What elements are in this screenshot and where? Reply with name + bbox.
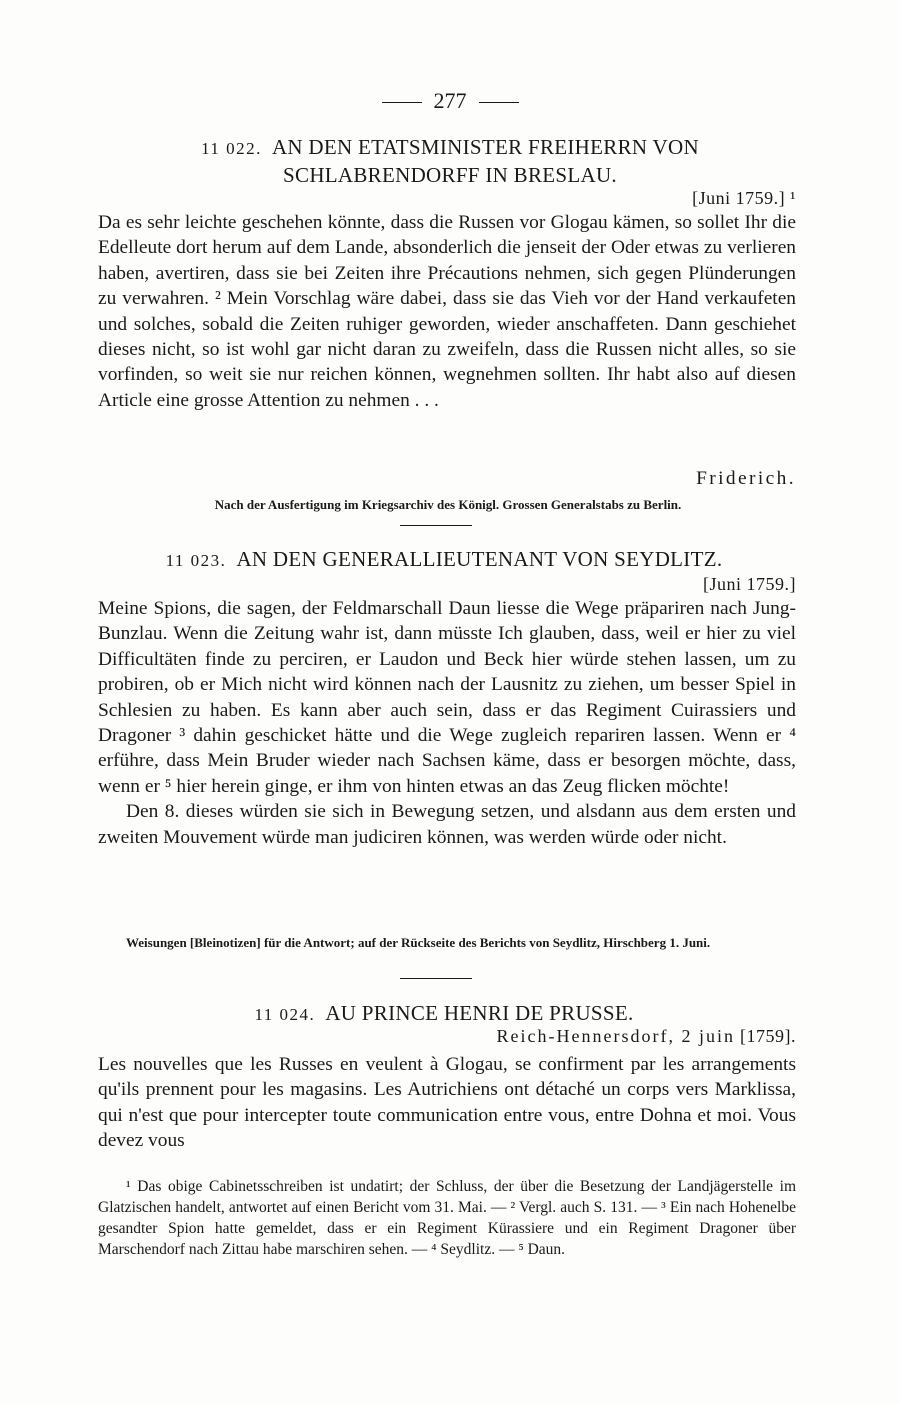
letter-paragraph: Les nouvelles que les Russes en veulent à Glogau, se confirment par les arrangements qu'ils prennent pour les magasins. Les Autrichiens ont détaché un corps vers Marklissa, qui n'est que pour intercepter toute communication entre vous, entre Dohna et moi. Vous devez vous [98,1054,796,1152]
source-note: Nach der Ausfertigung im Kriegsarchiv des Königl. Grossen Generalstabs zu Berlin. [214,497,682,512]
page-number-line [0,88,900,114]
letter-paragraph: Den 8. dieses würden sie sich in Bewegung setzen, und alsdann aus dem ersten und zweiten Mouvement würde man judiciren können, was werden würde oder nicht. [98,801,796,848]
section-divider [400,978,472,979]
source-note [98,934,798,951]
section-heading [100,1000,788,1028]
page-number-dash-right [479,102,519,103]
letter-paragraph: Da es sehr leichte geschehen könnte, dass die Russen vor Glogau kämen, so sollet Ihr die Edelleute dort herum auf dem Lande, absonderlich die jenseit der Oder etwas zu verlieren haben, avertiren, dass sie bei Zeiten ihre Précautions nehmen, sich gegen Plünderungen zu verwahren. ² Mein Vorschlag wäre dabei, dass sie das Vieh vor der Hand verkaufeten und solches, sobald die Zeiten ruhiger geworden, wieder anschaffeten. Dann geschiehet dieses nicht, so ist wohl gar nicht daran zu zweifeln, dass die Russen nicht alles, so sie vorfinden, so weit sie nur reichen können, wegnehmen sollten. Ihr habt also auf diesen Article eine grosse Attention zu nehmen . . . [98,212,796,411]
section-date: [Juni 1759.] [703,574,796,594]
letter-date: [1759]. [740,1026,796,1046]
source-note-text: Weisungen [Bleinotizen] für die Antwort; auf der Rückseite des Berichts von Seydlitz, Hirschberg 1. Juni. [126,935,711,950]
section-heading [100,134,800,188]
section-date: [Juni 1759.] ¹ [692,188,796,208]
letter-paragraph: Meine Spions, die sagen, der Feldmarschall Daun liesse die Wege präpariren nach Jung-Bunzlau. Wenn die Zeitung wahr ist, dann müsste Ich glauben, dass, weil er hier zu viel Difficultäten finde zu perciren, er Laudon und Beck hier würde stehen lassen, um zu probiren, ob er Mich nicht wird können nach der Lausnitz zu ziehen, um besser Spiel in Schlesien zu haben. Es kann aber auch sein, dass er das Regiment Cuirassiers und Dragoner ³ dahin geschicket hätte und die Wege zugleich repariren lassen. Wenn er ⁴ erführe, dass Mein Bruder wieder nach Sachsen käme, dass er besorgen möchte, dass, wenn er ⁵ hier herein ginge, er ihm von hinten etwas an das Zeug flicken möchte! [98,598,796,797]
section-title-line-1: AN DEN ETATSMINISTER FREIHERRN VON [271,135,699,159]
signature: Friderich. [696,468,796,489]
section-heading [100,546,788,574]
footnotes-text: ¹ Das obige Cabinetsschreiben ist undatirt; der Schluss, der über die Besetzung der Landjägerstelle im Glatzischen handelt, antwortet auf einen Bericht vom 31. Mai. — ² Vergl. auch S. 131. — ³ Ein nach Hohenelbe gesandter Spion hatte gemeldet, dass er ein Regiment Kürassiere und ein Regiment Dragoner über Marschendorf nach Zittau habe marschiren sehen. — ⁴ Seydlitz. — ⁵ Daun. [98,1178,796,1258]
section-divider [400,525,472,526]
section-title: AN DEN GENERALLIEUTENANT VON SEYDLITZ. [236,547,723,571]
section-number: 11 023. [165,551,227,570]
letter-body [98,596,796,850]
section-number: 11 024. [254,1005,316,1024]
letter-body [98,1052,796,1154]
section-number: 11 022. [201,139,262,158]
page-number-dash-left [382,102,422,103]
section-title-line-2: SCHLABRENDORFF IN BRESLAU. [283,163,617,187]
letter-place: Reich-Hennersdorf, 2 juin [496,1026,735,1046]
section-place-date [497,1026,796,1047]
letter-body [98,210,796,413]
page-number: 277 [433,88,467,113]
section-title: AU PRINCE HENRI DE PRUSSE. [325,1001,634,1025]
footnotes [98,1176,796,1260]
